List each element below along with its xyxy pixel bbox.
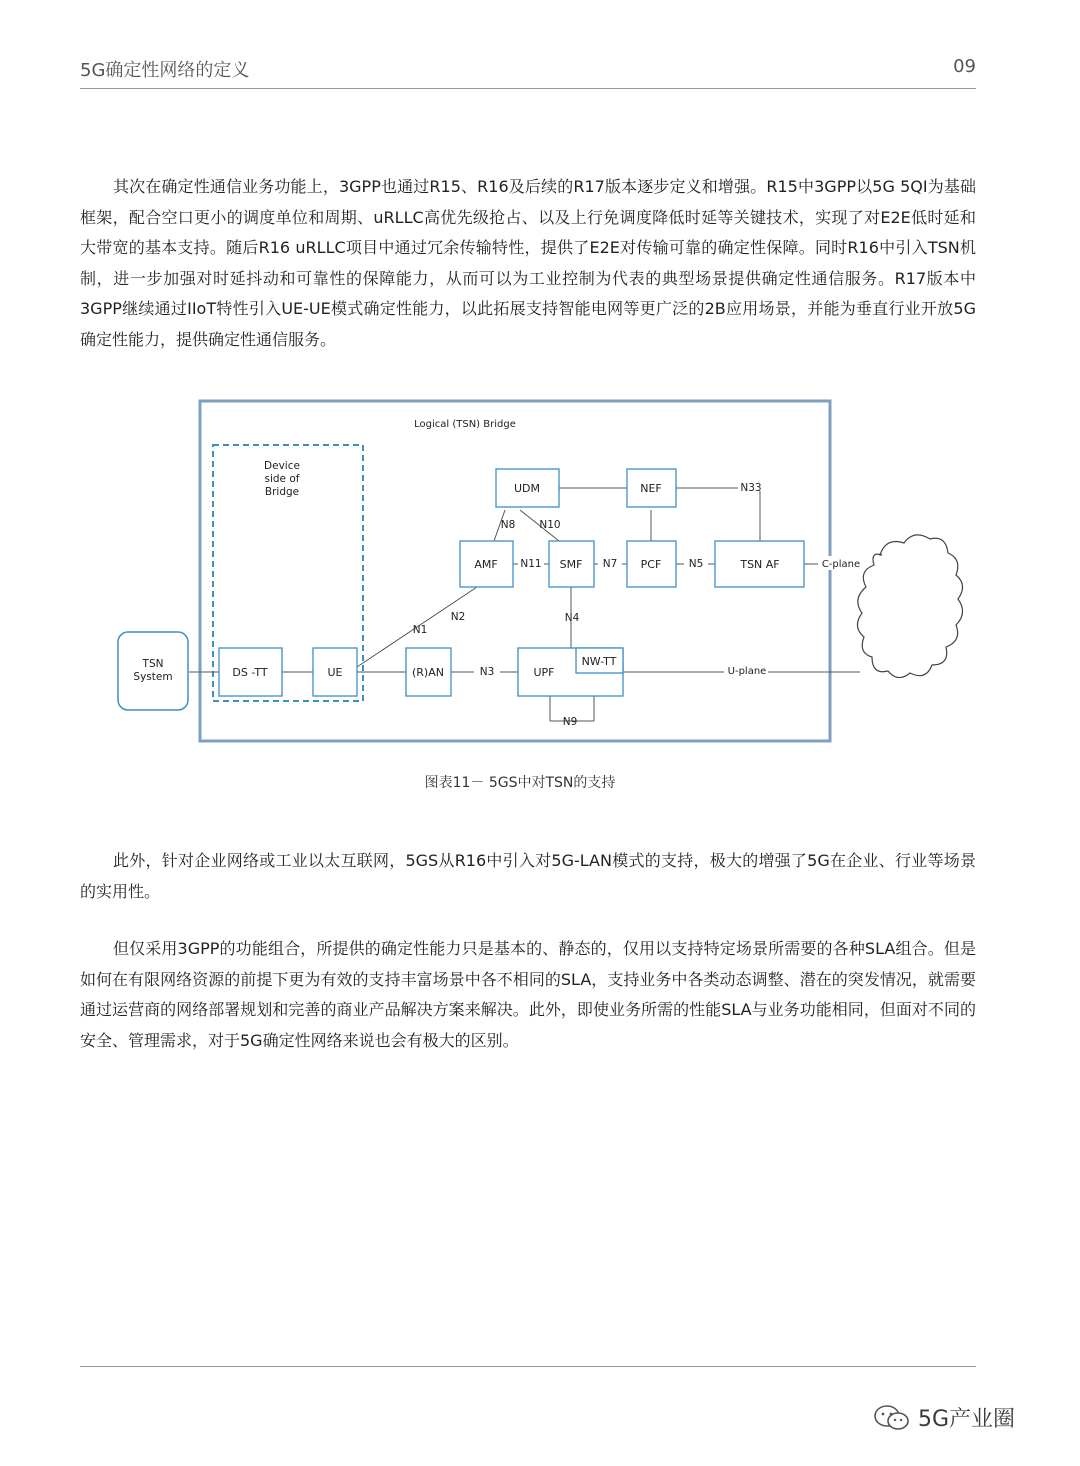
label-upf: UPF	[533, 666, 555, 679]
page-number: 09	[953, 56, 976, 77]
bridge-label: Logical (TSN) Bridge	[414, 419, 516, 430]
label-amf: AMF	[474, 558, 498, 571]
label-nef: NEF	[640, 482, 662, 495]
device-side-line1: Device	[264, 460, 300, 472]
iface-n3: N3	[479, 666, 495, 678]
label-nw-tt: NW-TT	[581, 655, 617, 668]
label-pcf: PCF	[640, 558, 662, 571]
cloud-shape	[857, 535, 962, 678]
paragraph-2: 此外，针对企业网络或工业以太互联网，5GS从R16中引入对5G-LAN模式的支持，极大的增强了5G在企业、行业等场景的实用性。	[80, 851, 976, 901]
paragraph-1: 其次在确定性通信业务功能上，3GPP也通过R15、R16及后续的R17版本逐步定义和增强。R15中3GPP以5G 5QI为基础框架，配合空口更小的调度单位和周期、uRLLC高优先级抢占、以及上行免调度降低时延等关键技术，实现了对E2E低时延和大带宽的基本支持。随后R16 uRLLC项目中通过冗余传输特性，提供了E2E对传输可靠的确定性保障。同时R16中引入TSN机制，进一步加强对时延抖动和可靠性的保障能力，从而可以为工业控制为代表的典型场景提供确定性通信服务。R17版本中3GPP继续通过IIoT特性引入UE-UE模式确定性能力，以此拓展支持智能电网等更广泛的2B应用场景，并能为垂直行业开放5G确定性能力，提供确定性通信服务。	[80, 177, 976, 349]
iface-n4: N4	[564, 612, 580, 624]
u-plane-label: U-plane	[727, 666, 767, 677]
device-side-line3: Bridge	[264, 486, 300, 498]
iface-n9: N9	[562, 716, 578, 728]
label-smf: SMF	[559, 558, 583, 571]
header-title: 5G确定性网络的定义	[80, 60, 250, 81]
label-tsn-af: TSN AF	[740, 558, 780, 571]
watermark-text: 5G产业圈	[918, 1407, 1016, 1432]
wechat-icon	[872, 1404, 912, 1432]
label-ue: UE	[327, 666, 343, 679]
paragraph-3: 但仅采用3GPP的功能组合，所提供的确定性能力只是基本的、静态的，仅用以支持特定场景所需要的各种SLA组合。但是如何在有限网络资源的前提下更为有效的支持丰富场景中各不相同的SLA，支持业务中各类动态调整、潜在的突发情况，就需要通过运营商的网络部署规划和完善的商业产品解决方案来解决。此外，即使业务所需的性能SLA与业务功能相同，但面对不同的安全、管理需求，对于5G确定性网络来说也会有极大的区别。	[80, 939, 976, 1050]
iface-n33: N33	[740, 482, 762, 494]
iface-n8: N8	[500, 519, 516, 531]
iface-n10: N10	[539, 519, 561, 531]
c-plane-label: C-plane	[821, 559, 861, 570]
tsn-architecture-diagram	[110, 395, 970, 755]
iface-n5: N5	[688, 558, 704, 570]
tsn-system-line1: TSN	[142, 658, 164, 670]
iface-n7: N7	[602, 558, 618, 570]
iface-n2: N2	[450, 611, 466, 623]
tsn-system-line2: System	[133, 671, 173, 683]
device-side-line2: side of	[264, 473, 300, 485]
label-ran: (R)AN	[412, 666, 444, 679]
iface-n1: N1	[412, 624, 428, 636]
label-udm: UDM	[513, 482, 541, 495]
bottom-rule	[80, 1366, 976, 1367]
top-rule	[80, 88, 976, 89]
watermark	[872, 1402, 1015, 1433]
label-ds-tt: DS -TT	[232, 666, 268, 679]
iface-n11: N11	[520, 558, 542, 570]
figure-caption: 图表11－ 5GS中对TSN的支持	[424, 775, 616, 791]
